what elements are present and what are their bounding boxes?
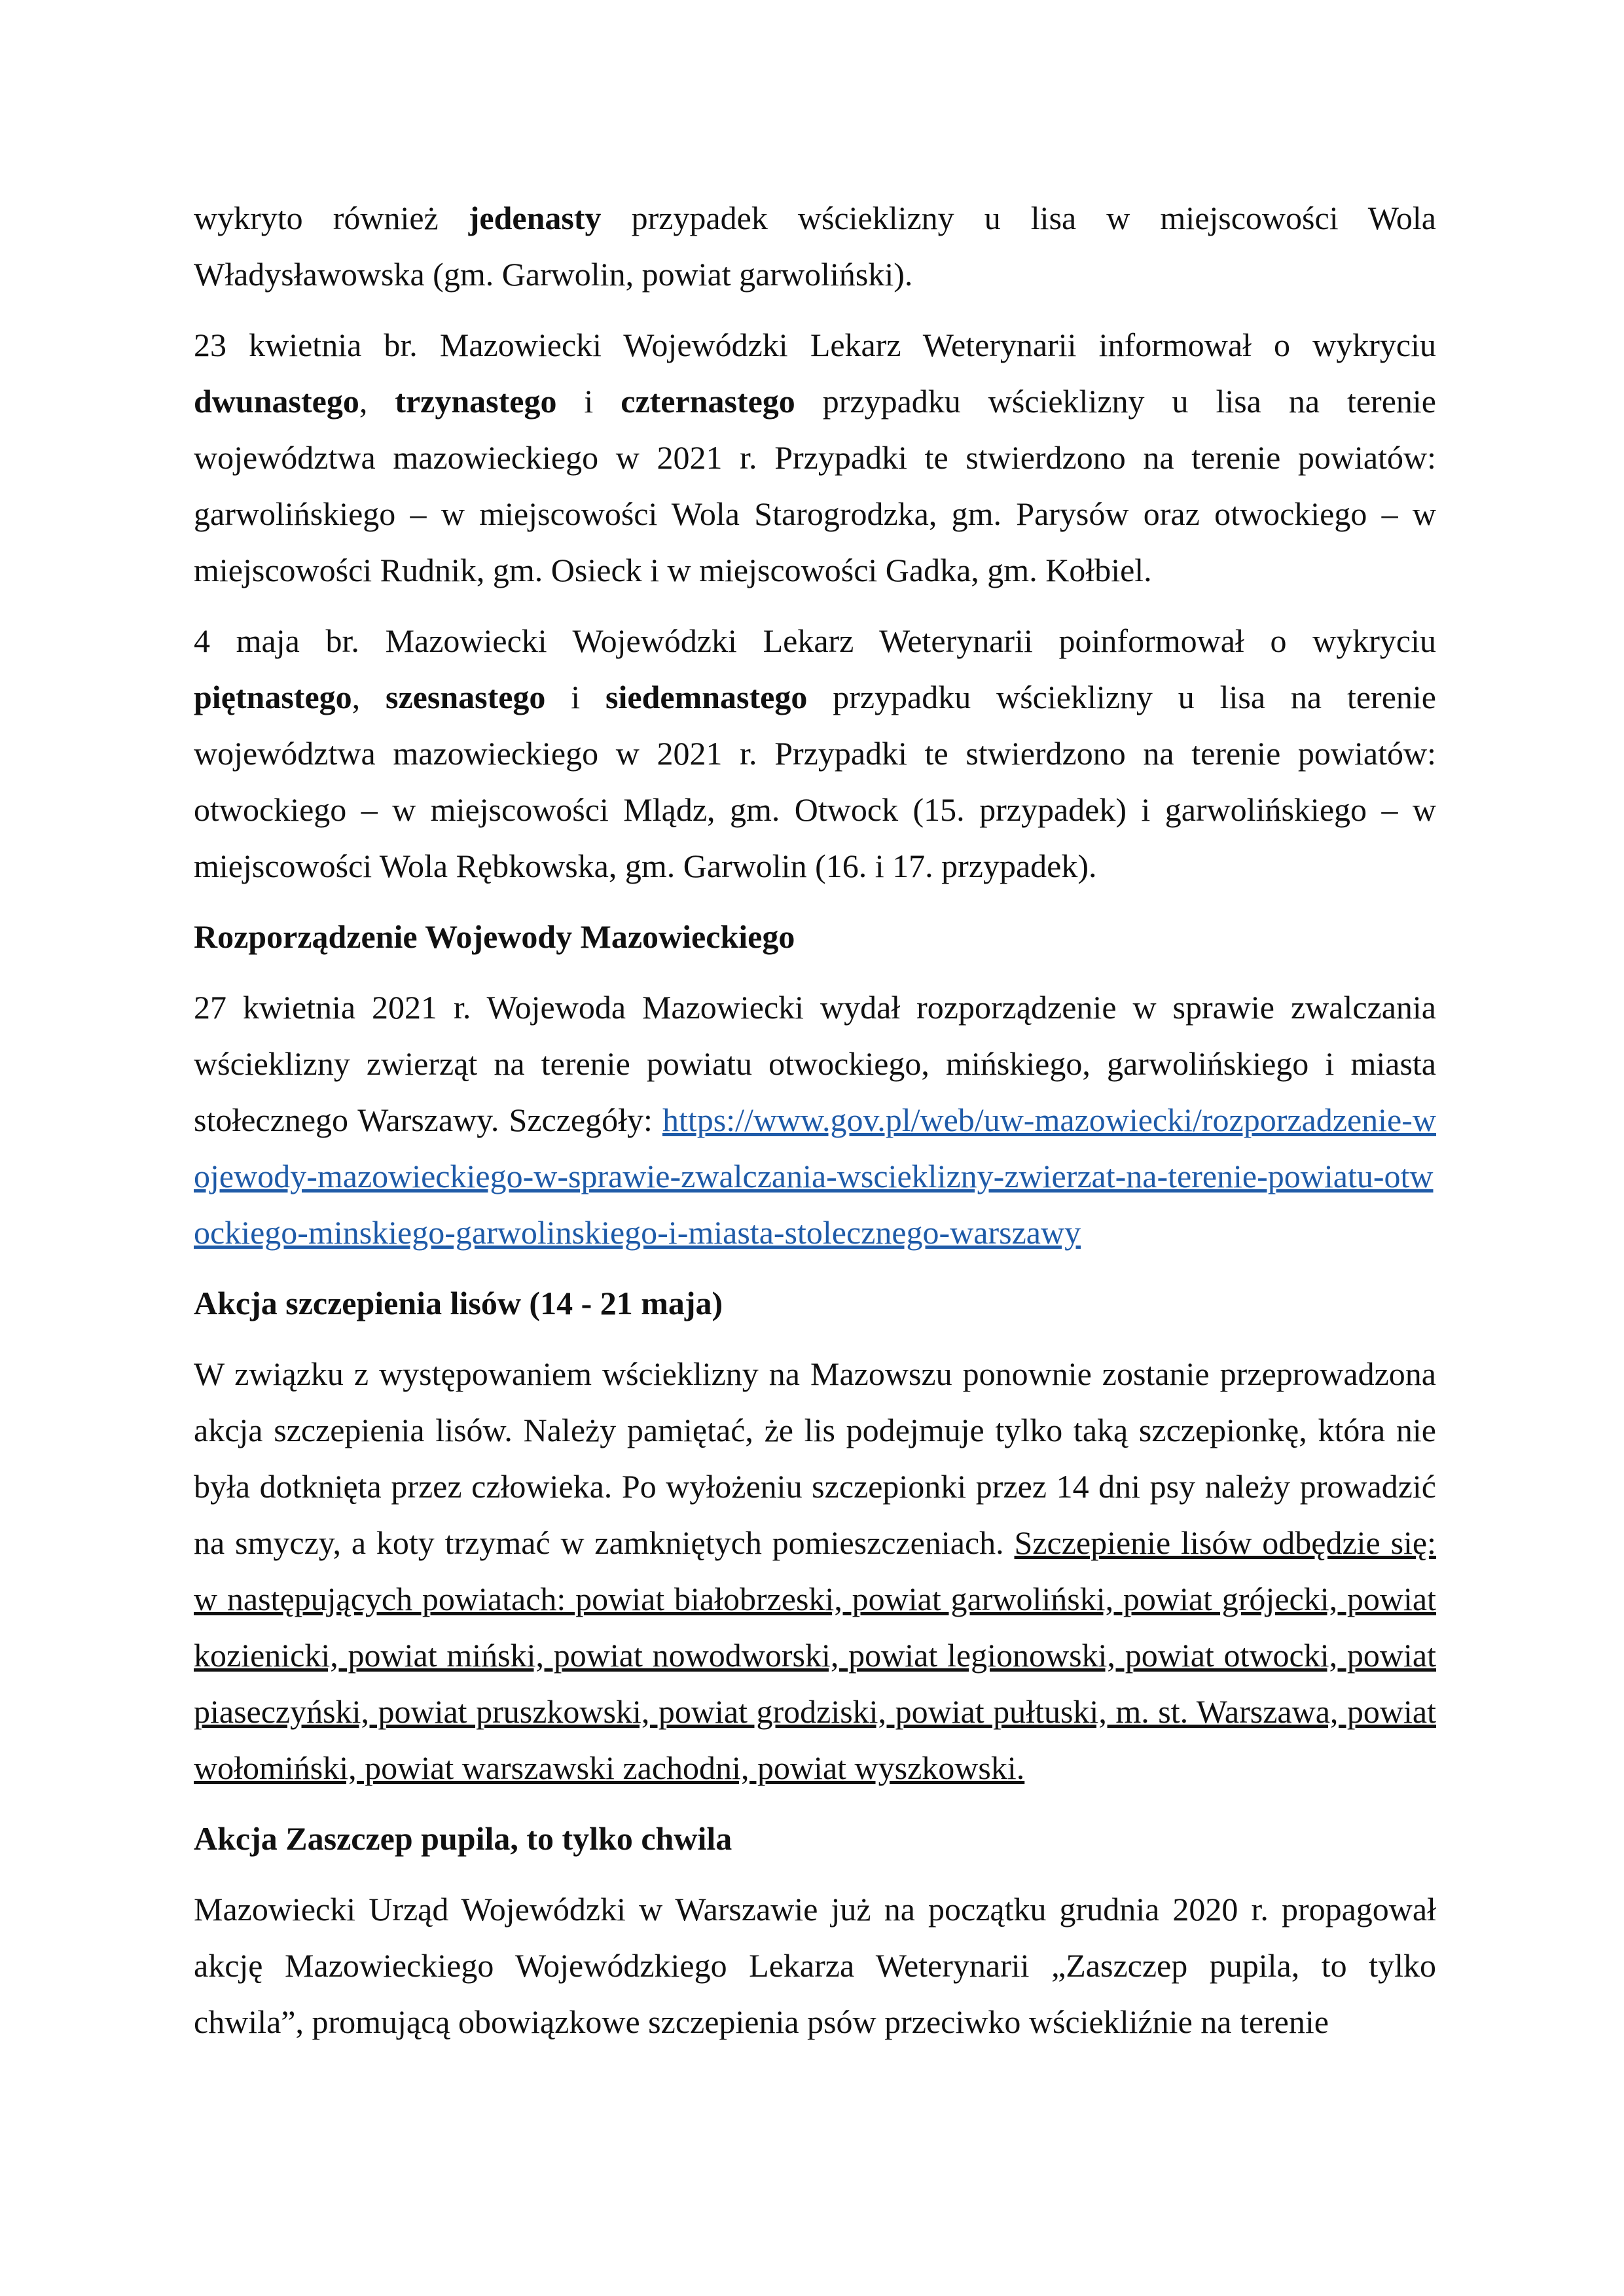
section-heading-pet-vaccination: Akcja Zaszczep pupila, to tylko chwila <box>194 1820 732 1857</box>
paragraph-regulation: 27 kwietnia 2021 r. Wojewoda Mazowiecki wydał rozporządzenie w sprawie zwalczania wścieklizny zwierząt na terenie powiatu otwockiego, mińskiego, garwolińskiego i miasta stołecznego Warszawy. Szczegóły: https://www.gov.pl/web/uw-mazowiecki/rozporzadzenie-wojewody-mazowieckiego-w-sprawie-zwalczania-wscieklizny-zwierzat-na-terenie-powiatu-otwockiego-minskiego-garwolinskiego-i-miasta-stolecznego-warszawy <box>194 989 1436 1251</box>
bold-case-number: trzynastego <box>395 383 557 420</box>
section-heading-fox-vaccination: Akcja szczepienia lisów (14 - 21 maja) <box>194 1285 723 1321</box>
bold-case-number: szesnastego <box>386 679 546 715</box>
bold-case-number: dwunastego <box>194 383 359 420</box>
underlined-district-list: Szczepienie lisów odbędzie się: w następujących powiatach: powiat białobrzeski, powiat garwoliński, powiat grójecki, powiat kozienicki, powiat miński, powiat nowodworski, powiat legionowski, powiat otwocki, powiat piaseczyński, powiat pruszkowski, powiat grodziski, powiat pułtuski, m. st. Warszawa, powiat wołomiński, powiat warszawski zachodni, powiat wyszkowski. <box>194 1524 1437 1786</box>
document-page <box>194 190 1436 2064</box>
bold-case-number: czternastego <box>621 383 795 420</box>
section-heading-regulation: Rozporządzenie Wojewody Mazowieckiego <box>194 918 795 955</box>
regulation-link[interactable]: https://www.gov.pl/web/uw-mazowiecki/rozporzadzenie-wojewody-mazowieckiego-w-sprawie-zwalczania-wscieklizny-zwierzat-na-terenie-powiatu-otwockiego-minskiego-garwolinskiego-i-miasta-stolecznego-warszawy <box>194 1102 1436 1251</box>
paragraph-pet-vaccination: Mazowiecki Urząd Wojewódzki w Warszawie już na początku grudnia 2020 r. propagował akcję Mazowieckiego Wojewódzkiego Lekarza Weterynarii „Zaszczep pupila, to tylko chwila”, promującą obowiązkowe szczepienia psów przeciwko wściekliźnie na terenie <box>194 1891 1436 2040</box>
bold-case-number: jedenasty <box>468 200 602 236</box>
bold-case-number: piętnastego <box>194 679 352 715</box>
paragraph-eleventh-case: wykryto również jedenasty przypadek wścieklizny u lisa w miejscowości Wola Władysławowska (gm. Garwolin, powiat garwoliński). <box>194 200 1436 293</box>
paragraph-may-4: 4 maja br. Mazowiecki Wojewódzki Lekarz Weterynarii poinformował o wykryciu piętnastego, szesnastego i siedemnastego przypadku wścieklizny u lisa na terenie województwa mazowieckiego w 2021 r. Przypadki te stwierdzono na terenie powiatów: otwockiego – w miejscowości Mlądz, gm. Otwock (15. przypadek) i garwolińskiego – w miejscowości Wola Rębkowska, gm. Garwolin (16. i 17. przypadek). <box>194 622 1436 884</box>
paragraph-april-23: 23 kwietnia br. Mazowiecki Wojewódzki Lekarz Weterynarii informował o wykryciu dwunastego, trzynastego i czternastego przypadku wścieklizny u lisa na terenie województwa mazowieckiego w 2021 r. Przypadki te stwierdzono na terenie powiatów: garwolińskiego – w miejscowości Wola Starogrodzka, gm. Parysów oraz otwockiego – w miejscowości Rudnik, gm. Osieck i w miejscowości Gadka, gm. Kołbiel. <box>194 327 1436 588</box>
bold-case-number: siedemnastego <box>605 679 808 715</box>
paragraph-fox-vaccination: W związku z występowaniem wścieklizny na Mazowszu ponownie zostanie przeprowadzona akcja szczepienia lisów. Należy pamiętać, że lis podejmuje tylko taką szczepionkę, która nie była dotknięta przez człowieka. Po wyłożeniu szczepionki przez 14 dni psy należy prowadzić na smyczy, a koty trzymać w zamkniętych pomieszczeniach. Szczepienie lisów odbędzie się: w następujących powiatach: powiat białobrzeski, powiat garwoliński, powiat grójecki, powiat kozienicki, powiat miński, powiat nowodworski, powiat legionowski, powiat otwocki, powiat piaseczyński, powiat pruszkowski, powiat grodziski, powiat pułtuski, m. st. Warszawa, powiat wołomiński, powiat warszawski zachodni, powiat wyszkowski. <box>194 1355 1437 1786</box>
